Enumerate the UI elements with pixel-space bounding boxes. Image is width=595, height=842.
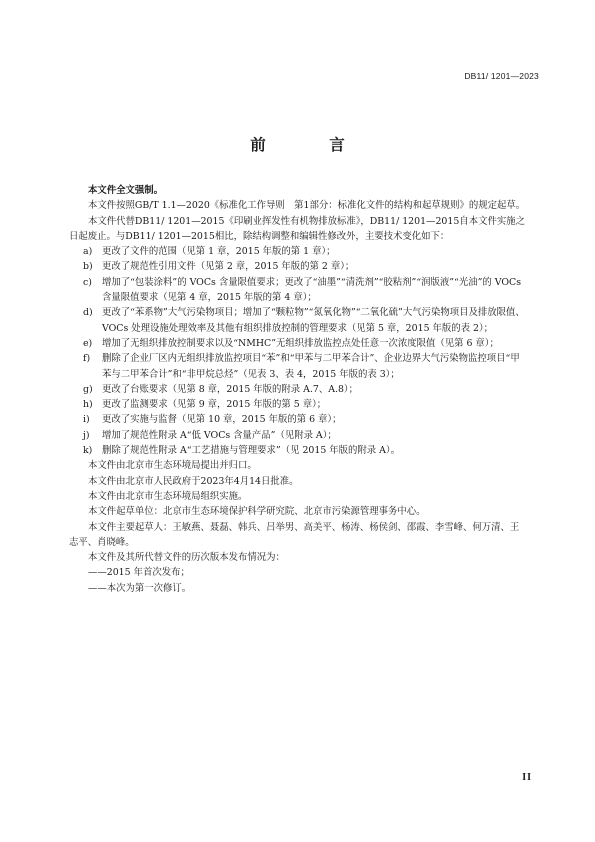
page-title: 前 言 — [250, 136, 369, 154]
list-text: 增加了规范性附录 A“低 VOCs 含量产品”（见附录 A）； — [102, 429, 337, 441]
list-text: 更改了监测要求（见第 9 章，2015 年版的第 5 章）； — [102, 399, 327, 411]
drafting-basis-paragraph: 本文件按照GB/T 1.1—2020《标准化工作导则 第1部分：标准化文件的结构和起草规则》的规定起草。 — [88, 200, 526, 212]
history-intro-paragraph: 本文件及其所代替文件的历次版本发布情况为： — [88, 552, 285, 564]
list-marker: g) — [83, 383, 93, 395]
list-text: 删除了企业厂区内无组织排放监控项目“苯”和“甲苯与二甲苯合计”、企业边界大气污染物监控项目“甲苯与二甲苯合计”和“非甲烷总烃”（见表 3、表 4，2015 年版的表 3）； — [102, 353, 520, 380]
list-marker: j) — [83, 429, 90, 441]
list-text: 增加了无组织排放控制要求以及“NMHC”无组织排放监控点处任意一次浓度限值（见第 6 章）； — [102, 337, 499, 349]
list-text: 更改了台账要求（见第 8 章，2015 年版的附录 A.7、A.8）； — [102, 383, 358, 395]
history-item: ——本次为第一次修订。 — [88, 582, 192, 594]
list-marker: e) — [83, 337, 93, 349]
mandatory-statement: 本文件全文强制。 — [88, 185, 164, 196]
standard-code: DB11/ 1201—2023 — [464, 71, 539, 81]
list-item — [69, 397, 526, 412]
list-text: 删除了规范性附录 A“工艺措施与管理要求”（见 2015 年版的附录 A）。 — [102, 445, 400, 457]
list-text: 更改了规范性引用文件（见第 2 章，2015 年版的第 2 章）； — [102, 261, 355, 273]
list-item — [69, 259, 526, 274]
drafting-units-paragraph: 本文件起草单位：北京市生态环境保护科学研究院、北京市污染源管理事务中心。 — [88, 506, 426, 518]
proposer-paragraph: 本文件由北京市生态环境局提出并归口。 — [88, 460, 257, 472]
list-marker: f) — [83, 353, 91, 365]
list-marker: c) — [83, 276, 92, 288]
list-text: 更改了实施与监督（见第 10 章，2015 年版的第 6 章）； — [102, 414, 342, 426]
list-marker: i) — [83, 414, 90, 426]
list-marker: a) — [83, 246, 93, 258]
list-item — [69, 275, 526, 306]
page-number: II — [522, 772, 532, 783]
history-item: ——2015 年首次发布； — [88, 567, 190, 579]
drafters-paragraph: 本文件主要起草人：王敏燕、聂磊、韩兵、吕举男、高美平、杨涛、杨侯剑、邵霞、李雪峰、何万清、王志平、肖晓峰。 — [69, 521, 520, 548]
list-item — [69, 305, 526, 336]
changes-list — [69, 244, 526, 458]
list-item — [69, 351, 526, 382]
organizer-paragraph: 本文件由北京市生态环境局组织实施。 — [88, 490, 248, 502]
foreword-body — [69, 183, 526, 596]
list-item — [69, 244, 526, 259]
list-item — [69, 412, 526, 427]
list-text: 更改了“苯系物”大气污染物项目；增加了“颗粒物”“氮氧化物”“二氧化硫”大气污染物项目及排放限值、VOCs 处理设施处理效率及其他有组织排放控制的管理要求（见第 5 章，2015 年版的表 2）； — [102, 307, 525, 334]
list-item — [69, 382, 526, 397]
list-item — [69, 443, 526, 458]
replacement-paragraph: 本文件代替DB11/ 1201—2015《印刷业挥发性有机物排放标准》，DB11/ 1201—2015自本文件实施之日起废止。与DB11/ 1201—2015相比，除结构调整和编辑性修改外，主要技术变化如下： — [69, 215, 525, 242]
list-item — [69, 428, 526, 443]
list-marker: d) — [83, 307, 93, 319]
list-text: 更改了文件的范围（见第 1 章，2015 年版的第 1 章）； — [102, 246, 336, 258]
list-text: 增加了“包装涂料”的 VOCs 含量限值要求；更改了“油墨”“清洗剂”“胶粘剂”“润版液”“光油”的 VOCs 含量限值要求（见第 4 章，2015 年版的第 4 章）； — [102, 276, 522, 304]
list-marker: h) — [83, 399, 93, 411]
list-item — [69, 336, 526, 351]
list-marker: b) — [83, 261, 93, 273]
list-marker: k) — [83, 445, 93, 457]
approval-paragraph: 本文件由北京市人民政府于2023年4月14日批准。 — [88, 475, 299, 487]
